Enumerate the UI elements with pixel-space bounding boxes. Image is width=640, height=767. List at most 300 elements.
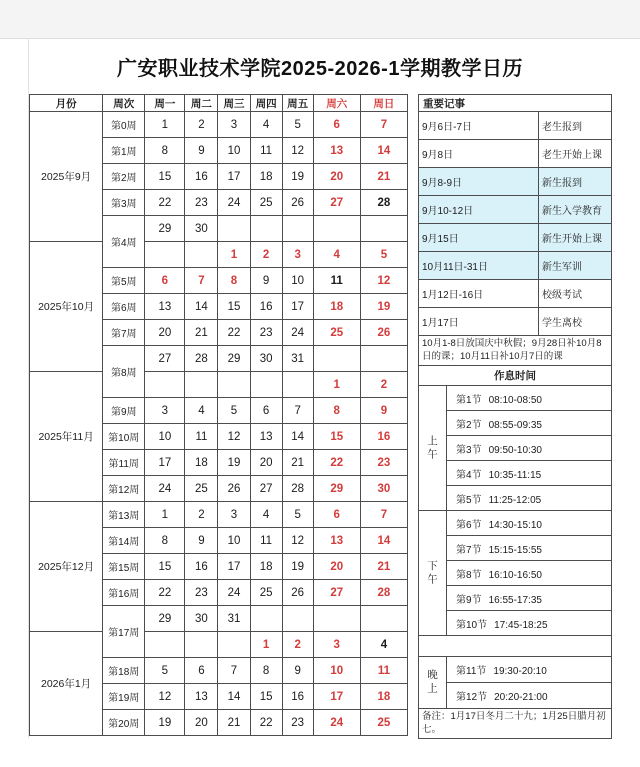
- event-date: 9月6日-7日: [419, 112, 539, 140]
- day-cell: 13: [313, 528, 360, 554]
- event-row: [419, 252, 612, 280]
- event-label: 新生军训: [539, 252, 612, 280]
- day-cell: 5: [145, 658, 185, 684]
- event-date: 9月10-12日: [419, 196, 539, 224]
- day-cell: 18: [313, 294, 360, 320]
- header-tuesday: 周二: [185, 95, 218, 112]
- day-cell: 2: [185, 112, 218, 138]
- event-label: 新生报到: [539, 168, 612, 196]
- event-label: 学生离校: [539, 308, 612, 336]
- day-cell: 1: [218, 242, 250, 268]
- day-cell: 28: [360, 580, 407, 606]
- week-label: 第15周: [103, 554, 145, 580]
- day-cell: 1: [250, 632, 282, 658]
- period-time: 17:45-18:25: [494, 619, 548, 631]
- header-sunday: 周日: [360, 95, 407, 112]
- day-cell: 27: [145, 346, 185, 372]
- day-cell: 26: [282, 580, 313, 606]
- period-row: [419, 586, 612, 611]
- event-label: 新生开始上课: [539, 224, 612, 252]
- day-cell: 14: [360, 138, 407, 164]
- day-cell: 9: [185, 528, 218, 554]
- period-time: 15:15-15:55: [488, 544, 542, 556]
- day-cell: [185, 242, 218, 268]
- day-cell: 2: [250, 242, 282, 268]
- week-label: 第2周: [103, 164, 145, 190]
- day-cell: 12: [282, 138, 313, 164]
- week-label: 第10周: [103, 424, 145, 450]
- day-cell: 19: [282, 554, 313, 580]
- day-cell: 8: [218, 268, 250, 294]
- week-label: 第3周: [103, 190, 145, 216]
- day-cell: 23: [185, 190, 218, 216]
- day-cell: [218, 632, 250, 658]
- day-cell: 17: [313, 684, 360, 710]
- period-name: 第6节: [456, 519, 482, 531]
- day-cell: 6: [313, 112, 360, 138]
- day-cell: 23: [250, 320, 282, 346]
- event-date: 10月11日-31日: [419, 252, 539, 280]
- day-cell: 15: [145, 554, 185, 580]
- day-cell: 19: [218, 450, 250, 476]
- week-label: 第12周: [103, 476, 145, 502]
- day-cell: 11: [360, 658, 407, 684]
- day-cell: 3: [313, 632, 360, 658]
- event-row: [419, 140, 612, 168]
- day-cell: 7: [360, 112, 407, 138]
- day-cell: [313, 606, 360, 632]
- day-cell: [145, 372, 185, 398]
- day-cell: [218, 372, 250, 398]
- day-cell: 11: [250, 528, 282, 554]
- period-cell: [447, 436, 612, 461]
- day-cell: 20: [185, 710, 218, 736]
- event-row: [419, 280, 612, 308]
- day-cell: 2: [360, 372, 407, 398]
- schedule-header-row: [419, 366, 612, 386]
- day-cell: 28: [360, 190, 407, 216]
- week-label: 第5周: [103, 268, 145, 294]
- day-cell: 25: [360, 710, 407, 736]
- day-cell: 24: [218, 580, 250, 606]
- day-cell: 27: [313, 190, 360, 216]
- event-date: 9月8日: [419, 140, 539, 168]
- day-cell: 13: [185, 684, 218, 710]
- period-row: [419, 561, 612, 586]
- day-cell: [313, 346, 360, 372]
- period-row: [419, 536, 612, 561]
- day-cell: 7: [360, 502, 407, 528]
- day-cell: 26: [282, 190, 313, 216]
- day-cell: 24: [282, 320, 313, 346]
- period-time: 19:30-20:10: [493, 666, 547, 677]
- day-cell: [360, 606, 407, 632]
- day-cell: 19: [145, 710, 185, 736]
- week-label: 第13周: [103, 502, 145, 528]
- day-cell: 7: [218, 658, 250, 684]
- day-cell: 27: [250, 476, 282, 502]
- period-cell: [447, 683, 612, 709]
- period-cell: [447, 657, 612, 683]
- event-label: 老生报到: [539, 112, 612, 140]
- period-name: 第11节: [456, 666, 487, 677]
- scan-top-margin: [0, 0, 640, 39]
- day-cell: 5: [218, 398, 250, 424]
- week-label: 第0周: [103, 112, 145, 138]
- day-cell: 13: [313, 138, 360, 164]
- event-row: [419, 308, 612, 336]
- day-cell: 20: [250, 450, 282, 476]
- day-cell: 24: [313, 710, 360, 736]
- day-cell: 3: [218, 502, 250, 528]
- day-cell: [282, 606, 313, 632]
- tables-area: [29, 94, 611, 739]
- day-cell: 30: [185, 606, 218, 632]
- day-cell: 29: [145, 606, 185, 632]
- day-cell: 5: [360, 242, 407, 268]
- day-cell: 24: [145, 476, 185, 502]
- day-cell: 10: [218, 138, 250, 164]
- evening-label: 晚上: [419, 657, 447, 709]
- day-cell: 26: [360, 320, 407, 346]
- period-cell: [447, 511, 612, 536]
- day-cell: [250, 606, 282, 632]
- day-cell: [185, 372, 218, 398]
- period-name: 第2节: [456, 419, 482, 431]
- period-time: 08:10-08:50: [488, 394, 542, 406]
- day-cell: 16: [185, 554, 218, 580]
- day-cell: 12: [145, 684, 185, 710]
- day-cell: 22: [145, 580, 185, 606]
- day-cell: 10: [145, 424, 185, 450]
- day-cell: 6: [185, 658, 218, 684]
- day-cell: 1: [145, 112, 185, 138]
- day-cell: 19: [360, 294, 407, 320]
- day-cell: 4: [313, 242, 360, 268]
- period-name: 第9节: [456, 594, 482, 606]
- day-cell: 3: [145, 398, 185, 424]
- holiday-note-row: [419, 336, 612, 366]
- period-cell: [447, 586, 612, 611]
- day-cell: 20: [145, 320, 185, 346]
- day-cell: 19: [282, 164, 313, 190]
- event-row: [419, 168, 612, 196]
- day-cell: 4: [250, 112, 282, 138]
- week-label: 第8周: [103, 346, 145, 398]
- day-cell: 7: [185, 268, 218, 294]
- day-cell: 7: [282, 398, 313, 424]
- day-cell: 25: [185, 476, 218, 502]
- period-row: [419, 461, 612, 486]
- period-cell: [447, 411, 612, 436]
- event-date: 9月15日: [419, 224, 539, 252]
- day-cell: [313, 216, 360, 242]
- remark-row: [419, 709, 612, 739]
- day-cell: 24: [218, 190, 250, 216]
- day-cell: 9: [282, 658, 313, 684]
- period-time: 10:35-11:15: [488, 469, 542, 481]
- day-cell: 30: [185, 216, 218, 242]
- day-cell: [145, 632, 185, 658]
- day-cell: 26: [218, 476, 250, 502]
- day-cell: 15: [218, 294, 250, 320]
- week-label: 第4周: [103, 216, 145, 268]
- calendar-week-row: [30, 632, 408, 658]
- day-cell: 20: [313, 554, 360, 580]
- day-cell: 23: [360, 450, 407, 476]
- day-cell: 14: [282, 424, 313, 450]
- event-date: 9月8-9日: [419, 168, 539, 196]
- afternoon-label: 下午: [419, 511, 447, 636]
- day-cell: 25: [313, 320, 360, 346]
- calendar-week-row: [30, 372, 408, 398]
- day-cell: 30: [250, 346, 282, 372]
- day-cell: 3: [282, 242, 313, 268]
- day-cell: 28: [282, 476, 313, 502]
- day-cell: 18: [185, 450, 218, 476]
- day-cell: 9: [250, 268, 282, 294]
- day-cell: 2: [282, 632, 313, 658]
- period-name: 第10节: [456, 619, 488, 631]
- period-cell: [447, 611, 612, 636]
- period-name: 第4节: [456, 469, 482, 481]
- period-cell: [447, 486, 612, 511]
- period-time: 20:20-21:00: [494, 692, 548, 703]
- event-date: 1月12日-16日: [419, 280, 539, 308]
- day-cell: [360, 216, 407, 242]
- day-cell: 28: [185, 346, 218, 372]
- day-cell: 17: [145, 450, 185, 476]
- day-cell: 17: [282, 294, 313, 320]
- day-cell: 22: [250, 710, 282, 736]
- day-cell: 9: [360, 398, 407, 424]
- calendar-header-row: [30, 95, 408, 112]
- day-cell: 13: [145, 294, 185, 320]
- day-cell: 11: [313, 268, 360, 294]
- day-cell: 10: [218, 528, 250, 554]
- day-cell: 9: [185, 138, 218, 164]
- day-cell: 29: [313, 476, 360, 502]
- day-cell: 30: [360, 476, 407, 502]
- day-cell: 11: [250, 138, 282, 164]
- day-cell: 6: [250, 398, 282, 424]
- day-cell: 6: [145, 268, 185, 294]
- period-row: [419, 611, 612, 636]
- period-row: [419, 436, 612, 461]
- important-notes-table: [418, 94, 612, 366]
- day-cell: 4: [185, 398, 218, 424]
- week-label: 第9周: [103, 398, 145, 424]
- event-label: 校级考试: [539, 280, 612, 308]
- day-cell: [250, 216, 282, 242]
- day-cell: 18: [360, 684, 407, 710]
- day-cell: 31: [282, 346, 313, 372]
- day-cell: 10: [282, 268, 313, 294]
- week-label: 第16周: [103, 580, 145, 606]
- day-cell: 23: [185, 580, 218, 606]
- period-time: 11:25-12:05: [488, 494, 542, 506]
- period-name: 第12节: [456, 692, 488, 703]
- day-cell: [360, 346, 407, 372]
- event-label: 老生开始上课: [539, 140, 612, 168]
- day-cell: 17: [218, 554, 250, 580]
- week-label: 第14周: [103, 528, 145, 554]
- week-label: 第1周: [103, 138, 145, 164]
- week-label: 第6周: [103, 294, 145, 320]
- month-label: 2025年12月: [30, 502, 103, 632]
- right-panel: [418, 94, 611, 739]
- day-cell: 6: [313, 502, 360, 528]
- day-cell: 12: [282, 528, 313, 554]
- calendar-week-row: [30, 112, 408, 138]
- day-cell: 5: [282, 112, 313, 138]
- spacer-cell: [419, 636, 612, 657]
- header-saturday: 周六: [313, 95, 360, 112]
- day-cell: 20: [313, 164, 360, 190]
- page-title: 广安职业技术学院2025-2026-1学期教学日历: [117, 57, 523, 80]
- period-name: 第8节: [456, 569, 482, 581]
- period-cell: [447, 561, 612, 586]
- calendar-week-row: [30, 502, 408, 528]
- day-cell: 1: [145, 502, 185, 528]
- day-cell: 8: [145, 138, 185, 164]
- period-row: [419, 386, 612, 411]
- day-cell: [218, 216, 250, 242]
- schedule-spacer-row: [419, 636, 612, 657]
- event-label: 新生入学教育: [539, 196, 612, 224]
- day-cell: 22: [145, 190, 185, 216]
- day-cell: 16: [250, 294, 282, 320]
- period-cell: [447, 386, 612, 411]
- day-cell: 3: [218, 112, 250, 138]
- day-cell: 21: [360, 554, 407, 580]
- period-name: 第3节: [456, 444, 482, 456]
- day-cell: 1: [313, 372, 360, 398]
- holiday-note: 10月1-8日放国庆中秋假；9月28日补10月8日的课；10月11日补10月7日的课: [419, 336, 612, 366]
- day-cell: 22: [218, 320, 250, 346]
- day-cell: 15: [250, 684, 282, 710]
- period-row: [419, 486, 612, 511]
- day-cell: 15: [313, 424, 360, 450]
- day-cell: 8: [145, 528, 185, 554]
- day-cell: 21: [218, 710, 250, 736]
- period-time: 09:50-10:30: [488, 444, 542, 456]
- teaching-calendar-table: [29, 94, 408, 736]
- day-cell: [282, 216, 313, 242]
- day-cell: 16: [360, 424, 407, 450]
- day-cell: 23: [282, 710, 313, 736]
- period-name: 第5节: [456, 494, 482, 506]
- day-cell: 2: [185, 502, 218, 528]
- daily-schedule-table: [418, 365, 612, 739]
- day-cell: 15: [145, 164, 185, 190]
- day-cell: 17: [218, 164, 250, 190]
- week-label: 第17周: [103, 606, 145, 658]
- day-cell: 25: [250, 190, 282, 216]
- day-cell: [185, 632, 218, 658]
- week-label: 第19周: [103, 684, 145, 710]
- header-week: 周次: [103, 95, 145, 112]
- day-cell: 29: [145, 216, 185, 242]
- day-cell: 16: [282, 684, 313, 710]
- month-label: 2025年10月: [30, 242, 103, 372]
- day-cell: 10: [313, 658, 360, 684]
- header-month: 月份: [30, 95, 103, 112]
- week-label: 第11周: [103, 450, 145, 476]
- day-cell: 29: [218, 346, 250, 372]
- month-label: 2026年1月: [30, 632, 103, 736]
- important-notes-header-row: [419, 95, 612, 112]
- week-label: 第7周: [103, 320, 145, 346]
- day-cell: [282, 372, 313, 398]
- event-row: [419, 224, 612, 252]
- day-cell: 14: [360, 528, 407, 554]
- period-name: 第1节: [456, 394, 482, 406]
- day-cell: 11: [185, 424, 218, 450]
- day-cell: 8: [313, 398, 360, 424]
- day-cell: 4: [250, 502, 282, 528]
- event-row: [419, 196, 612, 224]
- period-row: [419, 411, 612, 436]
- day-cell: 8: [250, 658, 282, 684]
- period-cell: [447, 461, 612, 486]
- day-cell: 21: [185, 320, 218, 346]
- event-date: 1月17日: [419, 308, 539, 336]
- day-cell: 21: [360, 164, 407, 190]
- day-cell: 14: [185, 294, 218, 320]
- period-row: [419, 511, 612, 536]
- header-monday: 周一: [145, 95, 185, 112]
- event-row: [419, 112, 612, 140]
- month-label: 2025年9月: [30, 112, 103, 242]
- important-notes-title: 重要记事: [419, 95, 612, 112]
- day-cell: [250, 372, 282, 398]
- day-cell: 18: [250, 164, 282, 190]
- header-thursday: 周四: [250, 95, 282, 112]
- day-cell: 4: [360, 632, 407, 658]
- day-cell: 25: [250, 580, 282, 606]
- day-cell: 12: [218, 424, 250, 450]
- period-row: [419, 657, 612, 683]
- day-cell: 18: [250, 554, 282, 580]
- day-cell: 21: [282, 450, 313, 476]
- calendar-page: [29, 38, 611, 739]
- period-time: 16:10-16:50: [488, 569, 542, 581]
- morning-label: 上午: [419, 386, 447, 511]
- period-row: [419, 683, 612, 709]
- week-label: 第18周: [103, 658, 145, 684]
- day-cell: 14: [218, 684, 250, 710]
- week-label: 第20周: [103, 710, 145, 736]
- period-name: 第7节: [456, 544, 482, 556]
- schedule-title: 作息时间: [419, 366, 612, 386]
- header-wednesday: 周三: [218, 95, 250, 112]
- day-cell: 16: [185, 164, 218, 190]
- day-cell: 22: [313, 450, 360, 476]
- month-label: 2025年11月: [30, 372, 103, 502]
- period-time: 16:55-17:35: [488, 594, 542, 606]
- period-time: 14:30-15:10: [488, 519, 542, 531]
- day-cell: [145, 242, 185, 268]
- day-cell: 13: [250, 424, 282, 450]
- day-cell: 12: [360, 268, 407, 294]
- remark-note: 备注：1月17日冬月二十九；1月25日腊月初七。: [419, 709, 612, 739]
- header-friday: 周五: [282, 95, 313, 112]
- period-time: 08:55-09:35: [488, 419, 542, 431]
- calendar-week-row: [30, 242, 408, 268]
- day-cell: 5: [282, 502, 313, 528]
- period-cell: [447, 536, 612, 561]
